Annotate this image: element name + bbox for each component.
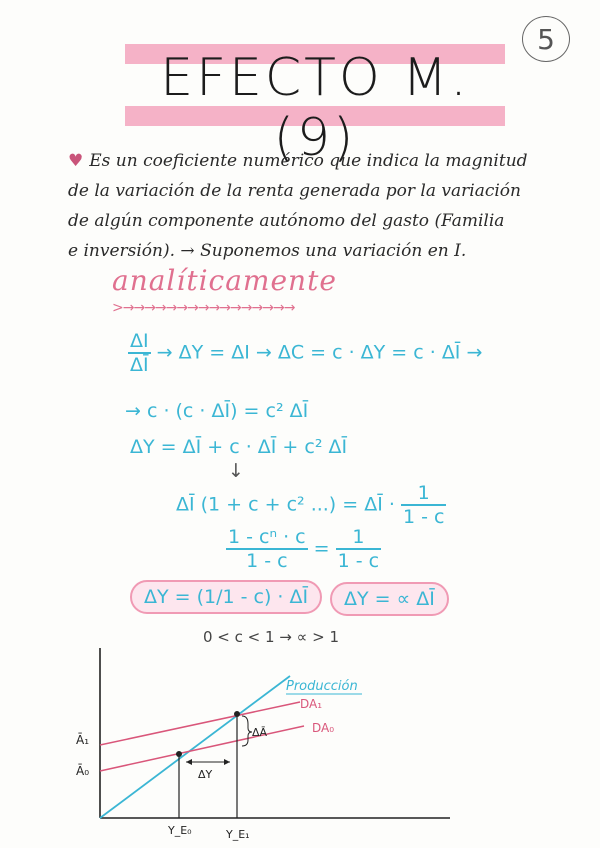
eq4-denominator: 1 - c <box>402 506 445 528</box>
heart-icon: ♥ <box>68 151 84 171</box>
result-box-left: ΔY = (1/1 - c) · ΔĪ <box>130 580 322 614</box>
condition-note: 0 < c < 1 → ∝ > 1 <box>203 628 340 646</box>
eq5-frac1-denominator: 1 - c <box>246 550 288 572</box>
delta-a-brace <box>242 716 252 746</box>
section-underline-arrows: >→→→→→→→→→→→→→→→→ <box>112 300 295 316</box>
a0-label: Ā₀ <box>76 764 90 778</box>
eq1-rest: → ΔY = ΔI → ΔC = c · ΔY = c · ΔĪ → <box>156 341 483 364</box>
ye0-label: Y_E₀ <box>168 824 192 837</box>
equation-3-arrow: ↓ <box>228 460 244 482</box>
eq5-frac2-numerator: 1 <box>336 526 381 550</box>
eq4-left: ΔĪ (1 + c + c² ...) <box>176 493 337 516</box>
intro-line-3: de algún componente autónomo del gasto (Familia <box>68 211 505 231</box>
delta-y-arrowhead-left <box>186 759 192 765</box>
intro-text-1: Es un coeficiente numérico que indica la magnitud <box>89 151 528 171</box>
eq5-equals: = <box>313 537 330 560</box>
delta-y-label: ΔY <box>198 768 213 781</box>
eq4-numerator: 1 <box>401 482 446 506</box>
ye1-label: Y_E₁ <box>226 828 250 841</box>
produccion-label: Producción <box>286 679 358 694</box>
intro-line-4: e inversión). → Suponemos una variación en I. <box>68 241 467 261</box>
da0-line <box>100 726 304 771</box>
eq1-denominator: ΔĪ <box>130 354 149 376</box>
eq4-equals: = <box>342 493 359 516</box>
da1-line <box>100 702 300 745</box>
page-title: EFECTO M. (9) <box>160 48 470 168</box>
equation-2: → c · (c · ΔĪ) = c² ΔĪ <box>125 400 309 422</box>
delta-a-label: ΔĀ <box>252 726 268 739</box>
eq5-frac1-numerator: 1 - cⁿ · c <box>228 526 306 548</box>
production-line <box>100 676 290 818</box>
delta-y-arrowhead-right <box>224 759 230 765</box>
page-number: 5 <box>522 16 570 62</box>
a1-label: Ā₁ <box>76 733 90 747</box>
eq4-right-prefix: ΔĪ · <box>364 493 395 516</box>
eq1-numerator: ΔI <box>130 330 149 352</box>
result-box-right: ΔY = ∝ ΔĪ <box>330 582 449 616</box>
intro-line-2: de la variación de la renta generada por la variación <box>68 181 521 201</box>
da0-label: DA₀ <box>312 721 335 735</box>
da1-label: DA₁ <box>300 697 323 711</box>
section-title: analíticamente <box>112 264 337 297</box>
equation-3: ΔY = ΔĪ + c · ΔĪ + c² ΔĪ <box>130 436 348 458</box>
eq5-frac2-denominator: 1 - c <box>337 550 380 572</box>
